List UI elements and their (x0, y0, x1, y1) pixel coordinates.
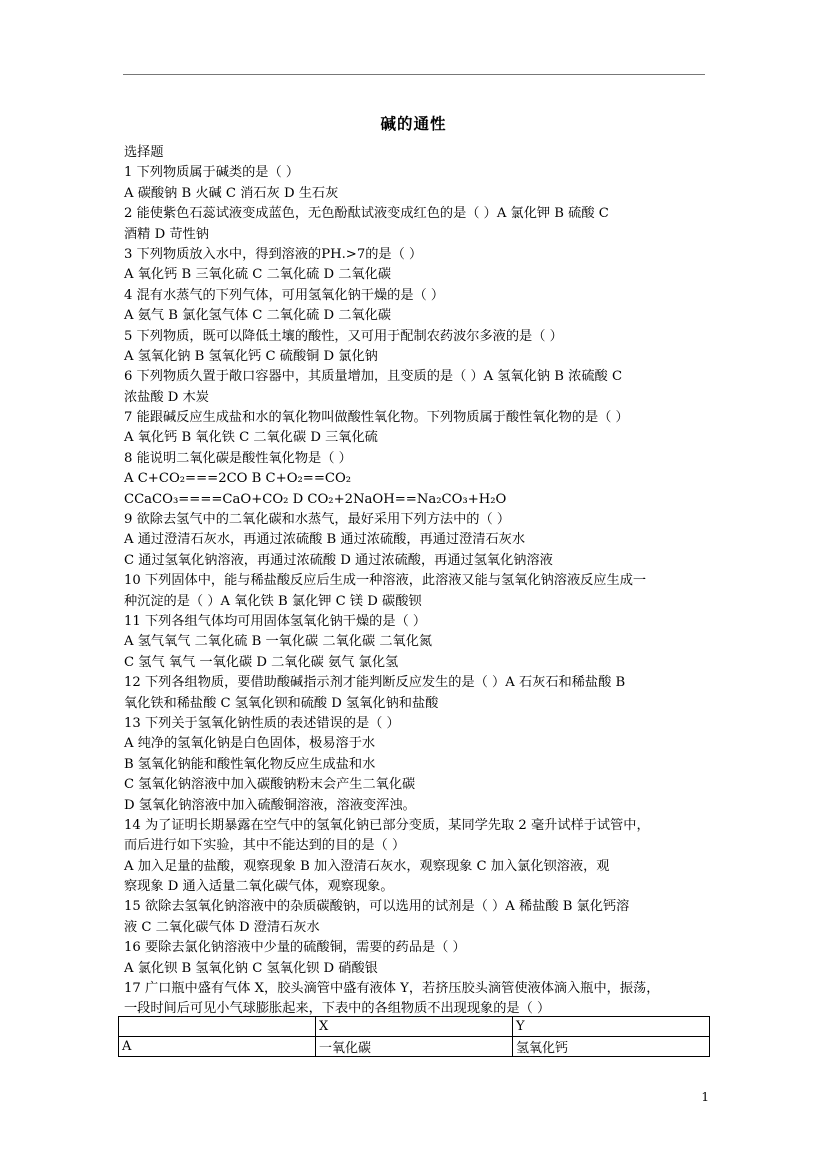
text-line: 一段时间后可见小气球膨胀起来，下表中的各组物质不出现现象的是（ ） (124, 1001, 551, 1017)
text-line: A C+CO₂===2CO B C+O₂==CO₂ (124, 471, 352, 487)
text-line: 13 下列关于氢氧化钠性质的表述错误的是（ ） (124, 715, 400, 731)
text-line: A 氧化钙 B 氧化铁 C 二氧化碳 D 三氧化硫 (124, 430, 378, 446)
question-list (124, 143, 724, 1020)
text-line: C 通过氢氧化钠溶液，再通过浓硫酸 D 通过浓硫酸，再通过氢氧化钠溶液 (124, 552, 553, 568)
text-line: C 氢氧化钠溶液中加入碳酸钠粉末会产生二氧化碳 (124, 777, 416, 793)
table-row (119, 1037, 710, 1057)
text-line: A 氢氧化钠 B 氢氧化钙 C 硫酸铜 D 氯化钠 (124, 348, 378, 364)
text-line: 4 混有水蒸气的下列气体，可用氢氧化钠干燥的是（ ） (124, 287, 445, 303)
text-line: 11 下列各组气体均可用固体氢氧化钠干燥的是（ ） (124, 613, 427, 629)
text-line: 10 下列固体中，能与稀盐酸反应后生成一种溶液，此溶液又能与氢氧化钠溶液反应生成一 (124, 573, 647, 589)
text-line: A 纯净的氢氧化钠是白色固体，极易溶于水 (124, 736, 376, 752)
text-line: 3 下列物质放入水中，得到溶液的PH.>7的是（ ） (124, 246, 423, 262)
text-line: 种沉淀的是（ ）A 氧化铁 B 氯化钾 C 镁 D 碳酸钡 (124, 593, 422, 609)
table-cell: A (119, 1037, 316, 1057)
question-17-table (118, 1016, 710, 1057)
table-cell: 氢氧化钙 (513, 1037, 710, 1057)
text-line: 6 下列物质久置于敞口容器中，其质量增加，且变质的是（ ）A 氢氧化钠 B 浓硫酸 C (124, 369, 623, 385)
table-cell: 一氧化碳 (316, 1037, 513, 1057)
text-line: 浓盐酸 D 木炭 (124, 389, 209, 405)
text-line: 2 能使紫色石蕊试液变成蓝色，无色酚酞试液变成红色的是（ ）A 氯化钾 B 硫酸 C (124, 206, 609, 222)
text-line: 察现象 D 通入适量二氧化碳气体，观察现象。 (124, 879, 394, 895)
page-number: 1 (701, 1090, 709, 1104)
text-line: 5 下列物质，既可以降低土壤的酸性，又可用于配制农药波尔多液的是（ ） (124, 328, 563, 344)
text-line: 酒精 D 苛性钠 (124, 226, 209, 242)
table-header-cell: X (316, 1017, 513, 1037)
text-line: 17 广口瓶中盛有气体 X，胶头滴管中盛有液体 Y，若挤压胶头滴管使液体滴入瓶中，振荡， (124, 981, 660, 997)
text-line: CCaCO₃====CaO+CO₂ D CO₂+2NaOH==Na₂CO₃+H₂O (124, 491, 507, 507)
text-line: A 碳酸钠 B 火碱 C 消石灰 D 生石灰 (124, 185, 339, 201)
text-line: 氧化铁和稀盐酸 C 氢氧化钡和硫酸 D 氢氧化钠和盐酸 (124, 695, 439, 711)
text-line: 12 下列各组物质，要借助酸碱指示剂才能判断反应发生的是（ ）A 石灰石和稀盐酸 B (124, 675, 626, 691)
text-line: A 加入足量的盐酸，观察现象 B 加入澄清石灰水，观察现象 C 加入氯化钡溶液，观 (124, 858, 610, 874)
header-rule (123, 74, 705, 75)
page-title: 碱的通性 (380, 114, 447, 133)
text-line: 7 能跟碱反应生成盐和水的氧化物叫做酸性氧化物。下列物质属于酸性氧化物的是（ ） (124, 410, 629, 426)
text-line: 14 为了证明长期暴露在空气中的氢氧化钠已部分变质，某同学先取 2 毫升试样于试管中， (124, 817, 650, 833)
table-header-cell: Y (513, 1017, 710, 1037)
text-line: 8 能说明二氧化碳是酸性氧化物是（ ） (124, 450, 352, 466)
text-line: 16 要除去氯化钠溶液中少量的硫酸铜，需要的药品是（ ） (124, 940, 466, 956)
table-header-cell (119, 1017, 316, 1037)
table-header-row (119, 1017, 710, 1037)
text-line: A 氯化钡 B 氢氧化钠 C 氢氧化钡 D 硝酸银 (124, 960, 378, 976)
text-line: B 氢氧化钠能和酸性氧化物反应生成盐和水 (124, 756, 376, 772)
text-line: A 氨气 B 氯化氢气体 C 二氧化硫 D 二氧化碳 (124, 308, 392, 324)
text-line: 而后进行如下实验，其中不能达到的目的是（ ） (124, 838, 406, 854)
text-line: C 氢气 氧气 一氧化碳 D 二氧化碳 氨气 氯化氢 (124, 654, 399, 670)
text-line: A 氢气氧气 二氧化硫 B 一氧化碳 二氧化碳 二氧化氮 (124, 634, 433, 650)
text-line: A 通过澄清石灰水，再通过浓硫酸 B 通过浓硫酸，再通过澄清石灰水 (124, 532, 526, 548)
text-line: 液 C 二氧化碳气体 D 澄清石灰水 (124, 919, 320, 935)
text-line: D 氢氧化钠溶液中加入硫酸铜溶液，溶液变浑浊。 (124, 797, 416, 813)
text-line: 1 下列物质属于碱类的是（ ） (124, 165, 300, 181)
text-line: A 氧化钙 B 三氧化硫 C 二氧化硫 D 二氧化碳 (124, 267, 392, 283)
text-line: 9 欲除去氢气中的二氧化碳和水蒸气，最好采用下列方法中的（ ） (124, 512, 511, 528)
text-line: 15 欲除去氢氧化钠溶液中的杂质碳酸钠，可以选用的试剂是（ ）A 稀盐酸 B 氯化钙溶 (124, 899, 630, 915)
text-line: 选择题 (124, 145, 164, 160)
